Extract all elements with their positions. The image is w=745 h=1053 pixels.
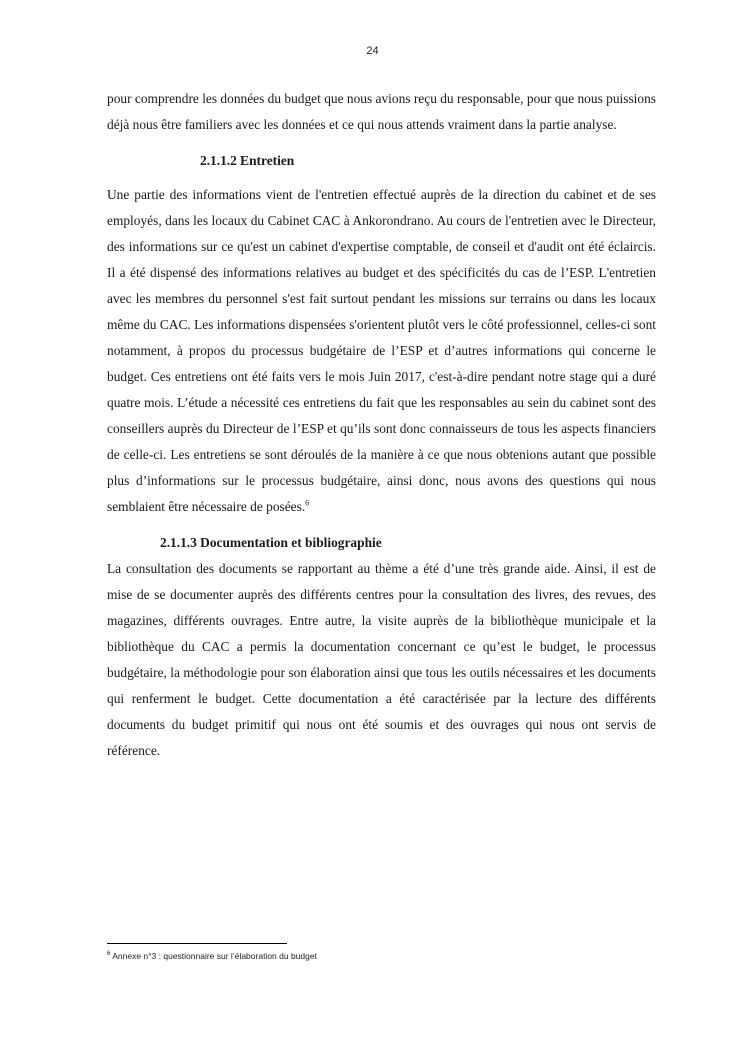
document-body [107, 86, 656, 764]
footnote [107, 951, 656, 961]
footnote-reference[interactable]: 6 [305, 498, 310, 508]
heading-entretien: 2.1.1.2 Entretien [200, 153, 295, 168]
paragraph-intro: pour comprendre les données du budget que nous avions reçu du responsable, pour que nous puissions déjà nous être familiers avec les données et ce qui nous attends vraiment dans la partie analyse. [107, 91, 656, 132]
paragraph-entretien-text: Une partie des informations vient de l'entretien effectué auprès de la direction du cabinet et de ses employés, dans les locaux du Cabinet CAC à Ankorondrano. Au cours de l'entretien avec le Directeur, des informations sur ce qu'est un cabinet d'expertise comptable, de conseil et d'audit ont été éclaircis. Il a été dispensé des informations relatives au budget et des spécificités du cas de l’ESP. L'entretien avec les membres du personnel s'est fait surtout pendant les missions sur terrains ou dans les locaux même du CAC. Les informations dispensées s'orientent plutôt vers le côté professionnel, celles-ci sont notamment, à propos du processus budgétaire de l’ESP et d’autres informations qui concerne le budget. Ces entretiens ont été faits vers le mois Juin 2017, c'est-à-dire pendant notre stage qui a duré quatre mois. L’étude a nécessité ces entretiens du fait que les responsables au sein du cabinet sont des conseillers auprès du Directeur de l’ESP et qu’ils sont donc connaisseurs de tous les aspects financiers de celle-ci. Les entretiens se sont déroulés de la manière à ce que nous obtenions autant que possible plus d’informations sur le processus budgétaire, ainsi donc, nous avons des questions qui nous semblaient être nécessaire de posées. [107, 187, 656, 514]
paragraph-entretien [107, 182, 656, 520]
paragraph-documentation: La consultation des documents se rapportant au thème a été d’une très grande aide. Ainsi, il est de mise de se documenter auprès des différents centres pour la consultation des livres, des revues, des magazines, différents ouvrages. Entre autre, la visite auprès de la bibliothèque municipale et la bibliothèque du CAC a permis la documentation concernant ce qu’est le budget, le processus budgétaire, la méthodologie pour son élaboration ainsi que tous les outils nécessaires et les documents qui renferment le budget. Cette documentation a été caractérisée par la lecture des différents documents du budget primitif qui nous ont été soumis et des ouvrages qui nous ont servis de référence. [107, 561, 656, 758]
heading-documentation: 2.1.1.3 Documentation et bibliographie [160, 535, 382, 550]
footnote-separator [107, 943, 287, 944]
page-number: 24 [366, 45, 379, 57]
footnote-text: Annexe n°3 : questionnaire sur l’élaboration du budget [110, 951, 317, 961]
footnote-number: 6 [107, 951, 111, 958]
